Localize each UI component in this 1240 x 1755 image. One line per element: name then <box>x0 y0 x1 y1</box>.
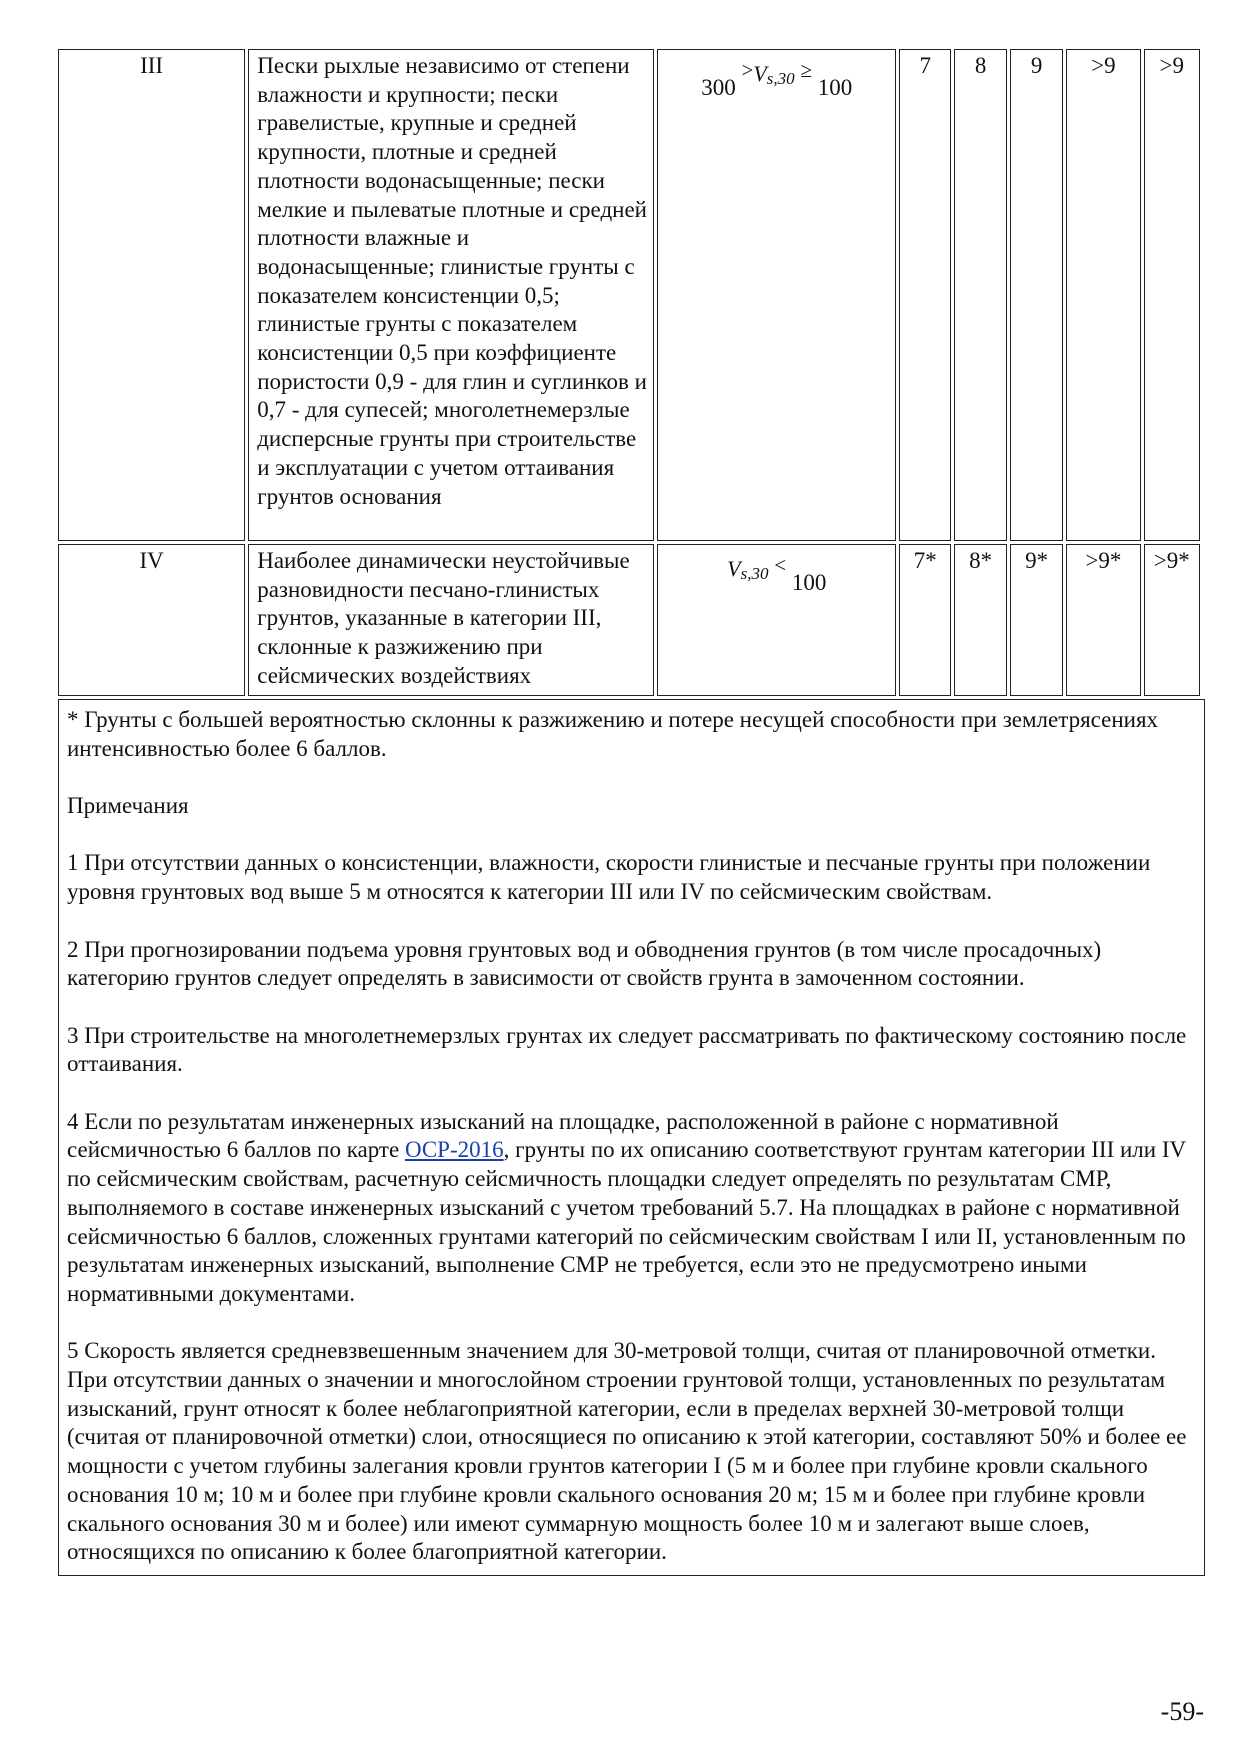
intensity-cell-4: >9* <box>1066 544 1140 696</box>
table-row-category-iii <box>58 49 1200 541</box>
vs-symbol: V <box>753 61 767 86</box>
soil-category-table <box>55 46 1203 699</box>
vs-lower-bound: 300 <box>701 75 736 100</box>
note-1: 1 При отсутствии данных о консистенции, влажности, скорости глинистые и песчаные грунты при положении уровня грунтовых вод выше 5 м относятся к категории III или IV по сейсмическим свойствам. <box>67 850 1151 905</box>
vs-symbol: V <box>727 556 741 581</box>
intensity-cell-3: 9* <box>1010 544 1063 696</box>
soil-description-cell: Пески рыхлые независимо от степени влажности и крупности; пески гравелистые, крупные и средней крупности, плотные и средней плотности водонасыщенные; пески мелкие и пылеватые плотные и средней плотности влажные и водонасыщенные; глинистые грунты с показателем консистенции 0,5; глинистые грунты с показателем консистенции 0,5 при коэффициенте пористости 0,9 - для глин и суглинков и 0,7 - для супесей; многолетнемерзлые дисперсные грунты при строительстве и эксплуатации с учетом оттаивания грунтов основания <box>248 49 654 541</box>
osr-2016-link[interactable]: ОСР-2016 <box>404 1137 504 1163</box>
note-5: 5 Скорость является средневзвешенным значением для 30-метровой толщи, считая от планировочной отметки. При отсутствии данных о значении и многослойном строении грунтовой толщи, установленных по результатам изысканий, грунт относят к более неблагоприятной категории, если в пределах верхней 30-метровой толщи (считая от планировочной отметки) слои, относящиеся по описанию к этой категории, составляют 50% и более ее мощности с учетом глубины залегания кровли грунтов категории I (5 м и более при глубине кровли скального основания 10 м; 10 м и более при глубине кровли скального основания 20 м; 15 м и более при глубине кровли скального основания 30 м и более) или имеют суммарную мощность более 10 м и залегают выше слоев, относящихся по описанию к более благоприятной категории. <box>67 1338 1187 1565</box>
vs-subscript: s,30 <box>740 564 769 583</box>
intensity-cell-1: 7 <box>899 49 951 541</box>
intensity-cell-2: 8* <box>954 544 1007 696</box>
note-2: 2 При прогнозировании подъема уровня грунтовых вод и обводнения грунтов (в том числе просадочных) категорию грунтов следует определять в зависимости от свойств грунта в замоченном состоянии. <box>67 936 1102 991</box>
vs-upper-bound: 100 <box>817 75 853 100</box>
note-3: 3 При строительстве на многолетнемерзлых грунтах их следует рассматривать по фактическому состоянию после оттаивания. <box>67 1022 1187 1077</box>
intensity-cell-2: 8 <box>954 49 1007 541</box>
footnote-asterisk: * Грунты с большей вероятностью склонны к разжижению и потере несущей способности при землетрясениях интенсивностью более 6 баллов. <box>67 707 1159 761</box>
note-4 <box>67 1108 1196 1309</box>
intensity-cell-1: 7* <box>899 544 951 696</box>
table-notes-box <box>58 699 1205 1576</box>
category-cell: IV <box>58 544 245 696</box>
vs-subscript: s,30 <box>766 69 795 88</box>
vs-upper-bound: 100 <box>791 570 827 595</box>
table-row-category-iv <box>58 544 1200 696</box>
soil-description-cell: Наиболее динамически неустойчивые разновидности песчано-глинистых грунтов, указанные в категории III, склонные к разжижению при сейсмических воздействиях <box>248 544 654 696</box>
shear-velocity-cell <box>657 544 896 696</box>
intensity-cell-4: >9 <box>1066 49 1140 541</box>
vs-operator-ge: ≥ <box>800 58 812 82</box>
intensity-cell-3: 9 <box>1010 49 1063 541</box>
category-cell: III <box>58 49 245 541</box>
intensity-cell-5: >9* <box>1144 544 1200 696</box>
vs-operator-gt: > <box>741 58 754 82</box>
shear-velocity-cell <box>657 49 896 541</box>
intensity-cell-5: >9 <box>1144 49 1200 541</box>
notes-heading: Примечания <box>67 793 189 819</box>
page-number: -59- <box>1160 1697 1204 1726</box>
note-4-text-start: 4 Если по результатам инженерных изысканий на площадке, расположенной в районе с нормативной сейсмичностью 6 баллов по карте <box>67 1108 1059 1163</box>
document-page <box>58 46 1206 1576</box>
vs-operator-lt: < <box>774 553 787 577</box>
note-4-text-end: , грунты по их описанию соответствуют грунтам категории III или IV по сейсмическим свойствам, расчетную сейсмичность площадки следует определять по результатам СМР, выполняемого в составе инженерных изысканий с учетом требований 5.7. На площадках в районе с нормативной сейсмичностью 6 баллов, сложенных грунтами категорий по сейсмическим свойствам I или II, установленным по результатам инженерных изысканий, выполнение СМР не требуется, если это не предусмотрено иными нормативными документами. <box>67 1137 1186 1306</box>
